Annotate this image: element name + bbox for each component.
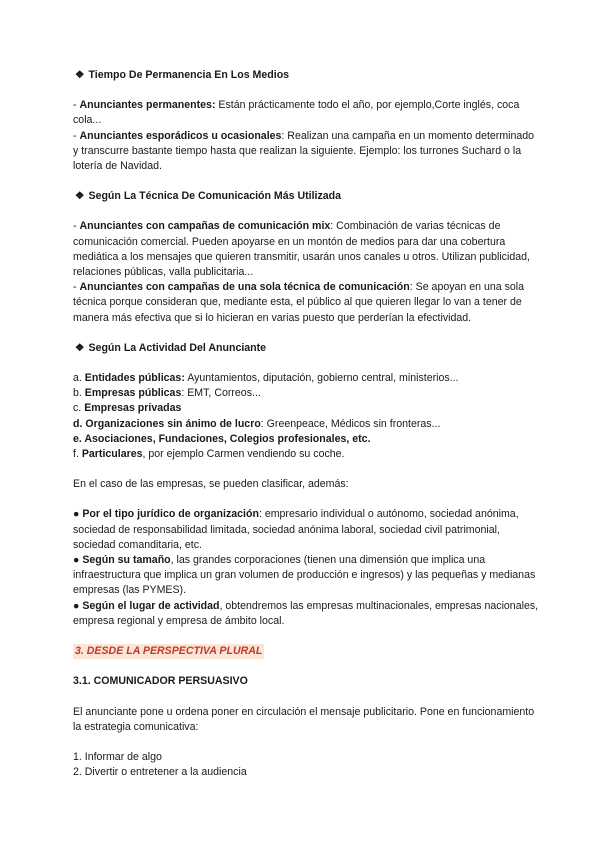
list-term: Según el lugar de actividad — [82, 599, 220, 612]
text-sola-tecnica: : Se apoyan en una sola técnica porque consideran que, mediante esta, el público al que quieren llegar lo van a tener de manera más efectiva que si lo hicieran en varias puesto que perderían la efectividad. — [73, 281, 525, 324]
list-letter: a. — [73, 372, 85, 385]
list-term: Por el tipo jurídico de organización — [82, 508, 259, 521]
dash: - — [73, 99, 80, 112]
list-item — [73, 553, 540, 599]
paragraph-sola-tecnica — [73, 280, 540, 326]
list-item — [73, 386, 540, 401]
numbered-item: 1. Informar de algo — [73, 750, 162, 763]
term-sola-tecnica: Anunciantes con campañas de una sola técnica de comunicación — [79, 281, 410, 294]
dash: - — [73, 220, 80, 233]
list-item — [73, 432, 540, 447]
list-text: : Greenpeace, Médicos sin fronteras... — [260, 417, 441, 430]
diamond-bullet-icon: ❖ — [75, 341, 85, 354]
heading-permanencia — [73, 68, 540, 83]
text-mix: : Combinación de varias técnicas de comunicación comercial. Pueden apoyarse en un montón de medios para dar una cobertura mediática a los mensajes que quieren transmitir, usarán unos canales u otros. Utilizan publicidad, relaciones públicas, valla publicitaria... — [73, 220, 530, 279]
term-mix: Anunciantes con campañas de comunicación mix — [79, 220, 331, 233]
list-term: Organizaciones sin ánimo de lucro — [85, 417, 261, 430]
paragraph-permanentes — [73, 98, 540, 128]
dash: - — [73, 281, 80, 294]
list-term: Empresas privadas — [84, 402, 182, 415]
list-text: , las grandes corporaciones (tienen una dimensión que implica una infraestructura que implica un gran volumen de producción e ingresos) y las pequeñas y medianas empresas (las PYMES). — [73, 554, 536, 597]
list-text: . — [367, 432, 371, 445]
list-term: Particulares — [81, 448, 143, 461]
list-term: Según su tamaño — [82, 554, 171, 567]
heading-actividad — [73, 341, 540, 356]
text-esporadicos: : Realizan una campaña en un momento determinado y transcurre bastante tiempo hasta que realizan la siguiente. Ejemplo: los turrones Suchard o la lotería de Navidad. — [73, 129, 535, 173]
list-term: Empresas públicas — [84, 387, 182, 400]
bullet-dot-icon: ● — [73, 599, 83, 612]
bullet-dot-icon: ● — [73, 508, 83, 521]
heading-text: Según La Actividad Del Anunciante — [88, 341, 267, 354]
subsection-heading-3-1: 3.1. COMUNICADOR PERSUASIVO — [73, 675, 248, 688]
list-term: Asociaciones, Fundaciones, Colegios profesionales, etc — [84, 432, 368, 445]
diamond-bullet-icon: ❖ — [75, 190, 85, 203]
list-text: : EMT, Correos... — [181, 387, 261, 400]
list-item — [73, 371, 540, 386]
list-item — [73, 447, 540, 462]
term-permanentes: Anunciantes permanentes: — [79, 99, 216, 112]
heading-text: Tiempo De Permanencia En Los Medios — [88, 69, 290, 81]
heading-text: Según La Técnica De Comunicación Más Utilizada — [88, 190, 342, 203]
list-text: : empresario individual o autónomo, sociedad anónima, sociedad de responsabilidad limitada, sociedad anónima laboral, sociedad civil patrimonial, sociedad comanditaria, etc. — [73, 508, 519, 551]
term-esporadicos: Anunciantes esporádicos u ocasionales — [79, 129, 282, 142]
list-letter: b. — [73, 387, 85, 400]
bullet-list — [73, 507, 540, 629]
list-text: , por ejemplo Carmen vendiendo su coche. — [142, 448, 345, 461]
list-term: Entidades públicas: — [84, 372, 185, 385]
paragraph-mix — [73, 219, 540, 280]
paragraph-comunicador: El anunciante pone u ordena poner en circulación el mensaje publicitario. Pone en funcionamiento la estrategia comunicativa: — [73, 705, 535, 733]
lettered-list — [73, 371, 540, 462]
section-title: 3. DESDE LA PERSPECTIVA PLURAL — [73, 644, 264, 659]
numbered-item: 2. Divertir o entretener a la audiencia — [73, 766, 247, 779]
intro-empresas: En el caso de las empresas, se pueden clasificar, además: — [73, 478, 349, 491]
bullet-dot-icon: ● — [73, 554, 83, 567]
text-permanentes: Están prácticamente todo el año, por ejemplo,Corte inglés, coca cola... — [73, 99, 520, 127]
list-item — [73, 401, 540, 416]
list-letter: e. — [73, 432, 85, 445]
paragraph-esporadicos — [73, 129, 540, 175]
list-letter: d. — [73, 417, 86, 430]
list-item — [73, 507, 540, 553]
list-letter: f. — [73, 448, 82, 461]
diamond-bullet-icon: ❖ — [75, 69, 85, 81]
list-letter: c. — [73, 402, 85, 415]
list-item — [73, 417, 540, 432]
list-text: , obtendremos las empresas multinacionales, empresas nacionales, empresa regional y empresa de ámbito local. — [73, 599, 539, 627]
dash: - — [73, 129, 80, 142]
heading-tecnica — [73, 189, 540, 204]
list-item — [73, 599, 540, 629]
section-heading-3 — [73, 644, 540, 659]
list-text: Ayuntamientos, diputación, gobierno central, ministerios... — [184, 372, 459, 385]
